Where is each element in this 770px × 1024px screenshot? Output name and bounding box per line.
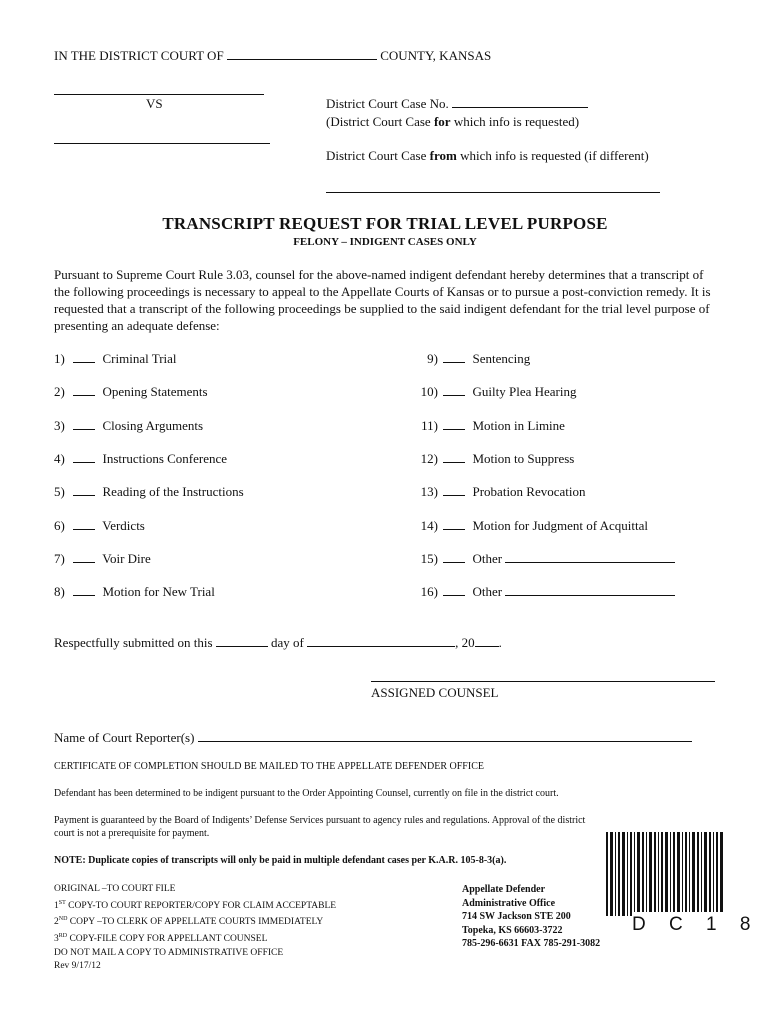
item-check-field[interactable]	[73, 584, 95, 596]
list-item	[418, 451, 574, 467]
court-line-prefix: IN THE DISTRICT COURT OF	[54, 48, 224, 63]
item-number: 6)	[54, 518, 65, 533]
item-check-field[interactable]	[73, 518, 95, 530]
list-item	[418, 551, 675, 567]
item-number: 13)	[420, 484, 438, 499]
item-check-field[interactable]	[73, 418, 95, 430]
item-check-field[interactable]	[73, 384, 95, 396]
item-check-field[interactable]	[73, 551, 95, 563]
item-number: 2)	[54, 384, 65, 399]
case-for-note	[326, 114, 579, 130]
list-item	[418, 351, 530, 367]
item-check-field[interactable]	[73, 351, 95, 363]
case-from-post: which info is requested (if different)	[456, 148, 649, 163]
page-title: TRANSCRIPT REQUEST FOR TRIAL LEVEL PURPOSE	[162, 214, 608, 233]
year-end: .	[498, 635, 502, 650]
office-address	[462, 883, 600, 951]
item-number: 16)	[420, 584, 438, 599]
copy-distribution	[54, 883, 336, 974]
case-from-note	[326, 148, 649, 164]
assigned-counsel-label: ASSIGNED COUNSEL	[371, 685, 499, 700]
court-reporter-label: Name of Court Reporter(s)	[54, 730, 195, 745]
item-label: Motion in Limine	[472, 418, 565, 433]
copy-third-sup: RD	[58, 933, 68, 940]
item-check-field[interactable]	[443, 351, 465, 363]
item-label: Probation Revocation	[472, 484, 586, 499]
court-line	[54, 48, 491, 64]
list-item	[54, 518, 145, 534]
counsel-signature-field[interactable]	[371, 681, 715, 682]
item-number: 12)	[420, 451, 438, 466]
year-prefix: , 20	[455, 635, 475, 650]
item-label: Verdicts	[102, 518, 145, 533]
copy-first-num: 1	[54, 900, 59, 911]
list-item	[418, 384, 576, 400]
item-number: 7)	[54, 551, 65, 566]
payment-note-2: court is not a prerequisite for payment.	[54, 828, 210, 839]
case-from-field[interactable]	[326, 192, 660, 193]
item-number: 3)	[54, 418, 65, 433]
copy-third-num: 3	[54, 934, 59, 945]
other-specify-field[interactable]	[505, 551, 675, 563]
case-for-post: which info is requested)	[450, 114, 580, 129]
item-check-field[interactable]	[443, 584, 465, 596]
case-no-line	[326, 96, 588, 112]
address-line-4: Topeka, KS 66603-3722	[462, 924, 563, 936]
item-number: 4)	[54, 451, 65, 466]
case-no-field[interactable]	[452, 96, 588, 108]
copy-second-text: COPY –TO CLERK OF APPELLATE COURTS IMMEDIATELY	[67, 917, 324, 928]
item-label: Other	[472, 584, 503, 599]
item-number: 8)	[54, 584, 65, 599]
address-line-5: 785-296-6631 FAX 785-291-3082	[462, 938, 601, 950]
case-from-pre: District Court Case	[326, 148, 430, 163]
certificate-note: CERTIFICATE OF COMPLETION SHOULD BE MAILED TO THE APPELLATE DEFENDER OFFICE	[54, 761, 484, 772]
copy-second-sup: ND	[58, 916, 68, 923]
copy-second	[54, 913, 336, 930]
item-number: 10)	[420, 384, 438, 399]
submitted-label: Respectfully submitted on this	[54, 635, 213, 650]
vs-label: VS	[146, 96, 163, 111]
list-item	[418, 484, 586, 500]
court-reporter-field[interactable]	[198, 730, 692, 742]
revision-date: Rev 9/17/12	[54, 961, 101, 972]
list-item	[54, 384, 208, 400]
item-number: 15)	[420, 551, 438, 566]
copy-second-num: 2	[54, 917, 59, 928]
item-label: Closing Arguments	[102, 418, 204, 433]
address-line-1: Appellate Defender	[462, 884, 546, 895]
item-label: Instructions Conference	[102, 451, 228, 466]
year-field[interactable]	[475, 635, 499, 647]
submitted-line	[54, 635, 502, 651]
item-check-field[interactable]	[443, 418, 465, 430]
item-number: 5)	[54, 484, 65, 499]
list-item	[54, 584, 215, 600]
item-label: Guilty Plea Hearing	[472, 384, 577, 399]
item-check-field[interactable]	[73, 484, 95, 496]
payment-note-1: Payment is guaranteed by the Board of Indigents’ Defense Services pursuant to agency rules and regulations. Approval of the district	[54, 815, 586, 826]
copy-third-text: COPY-FILE COPY FOR APPELLANT COUNSEL	[67, 934, 268, 945]
month-field[interactable]	[307, 635, 455, 647]
item-check-field[interactable]	[443, 551, 465, 563]
duplicate-note: NOTE: Duplicate copies of transcripts will only be paid in multiple defendant cases per K.A.R. 105-8-3(a).	[54, 855, 507, 866]
list-item	[54, 418, 203, 434]
list-item	[54, 551, 151, 567]
list-item	[54, 351, 177, 367]
copy-first-text: COPY-TO COURT REPORTER/COPY FOR CLAIM ACCEPTABLE	[65, 900, 337, 911]
list-item	[54, 484, 244, 500]
court-line-suffix: COUNTY, KANSAS	[380, 48, 492, 63]
item-label: Other	[472, 551, 503, 566]
case-for-bold: for	[433, 114, 451, 129]
item-label: Motion for New Trial	[102, 584, 215, 599]
list-item	[418, 584, 675, 600]
item-number: 1)	[54, 351, 65, 366]
court-reporter-line	[54, 730, 692, 746]
item-check-field[interactable]	[73, 451, 95, 463]
case-no-label: District Court Case No.	[326, 96, 449, 111]
copy-first	[54, 897, 336, 914]
plaintiff-field[interactable]	[54, 94, 264, 95]
item-check-field[interactable]	[443, 484, 465, 496]
indigent-note: Defendant has been determined to be indigent pursuant to the Order Appointing Counsel, currently on file in the district court.	[54, 788, 559, 799]
page-subtitle: FELONY – INDIGENT CASES ONLY	[293, 236, 477, 248]
item-label: Opening Statements	[102, 384, 208, 399]
day-field[interactable]	[216, 635, 268, 647]
item-number: 11)	[421, 418, 438, 433]
item-label: Sentencing	[472, 351, 531, 366]
item-label: Motion for Judgment of Acquittal	[472, 518, 648, 533]
item-label: Voir Dire	[102, 551, 151, 566]
copy-first-sup: ST	[58, 899, 66, 906]
item-check-field[interactable]	[443, 451, 465, 463]
item-number: 14)	[420, 518, 438, 533]
defendant-field[interactable]	[54, 143, 270, 144]
address-line-3: 714 SW Jackson STE 200	[462, 911, 571, 923]
list-item	[54, 451, 227, 467]
item-label: Motion to Suppress	[472, 451, 575, 466]
other-specify-field[interactable]	[505, 584, 675, 596]
list-item	[418, 518, 648, 534]
item-check-field[interactable]	[443, 518, 465, 530]
list-item	[418, 418, 565, 434]
item-number: 9)	[427, 351, 438, 366]
intro-paragraph: Pursuant to Supreme Court Rule 3.03, counsel for the above-named indigent defendant hereby determines that a transcript of the following proceedings is necessary to appeal to the Appellate Courts of Kansas or to pursue a post-conviction remedy. It is requested that a transcript of the following proceedings be supplied to the said indigent defendant for the trial level purpose of presenting an adequate defense:	[54, 267, 711, 333]
item-label: Criminal Trial	[102, 351, 177, 366]
case-from-bold: from	[429, 148, 457, 163]
copy-original: ORIGINAL –TO COURT FILE	[54, 884, 176, 894]
copy-third	[54, 930, 336, 947]
item-label: Reading of the Instructions	[102, 484, 244, 499]
barcode-image	[606, 832, 724, 916]
address-line-2: Administrative Office	[462, 897, 556, 909]
no-mail-note: DO NOT MAIL A COPY TO ADMINISTRATIVE OFFICE	[54, 947, 284, 958]
form-code: D C 1 8	[632, 914, 760, 935]
case-for-pre: (District Court Case	[326, 114, 434, 129]
item-check-field[interactable]	[443, 384, 465, 396]
county-field[interactable]	[227, 48, 377, 60]
day-of-label: day of	[271, 635, 304, 650]
